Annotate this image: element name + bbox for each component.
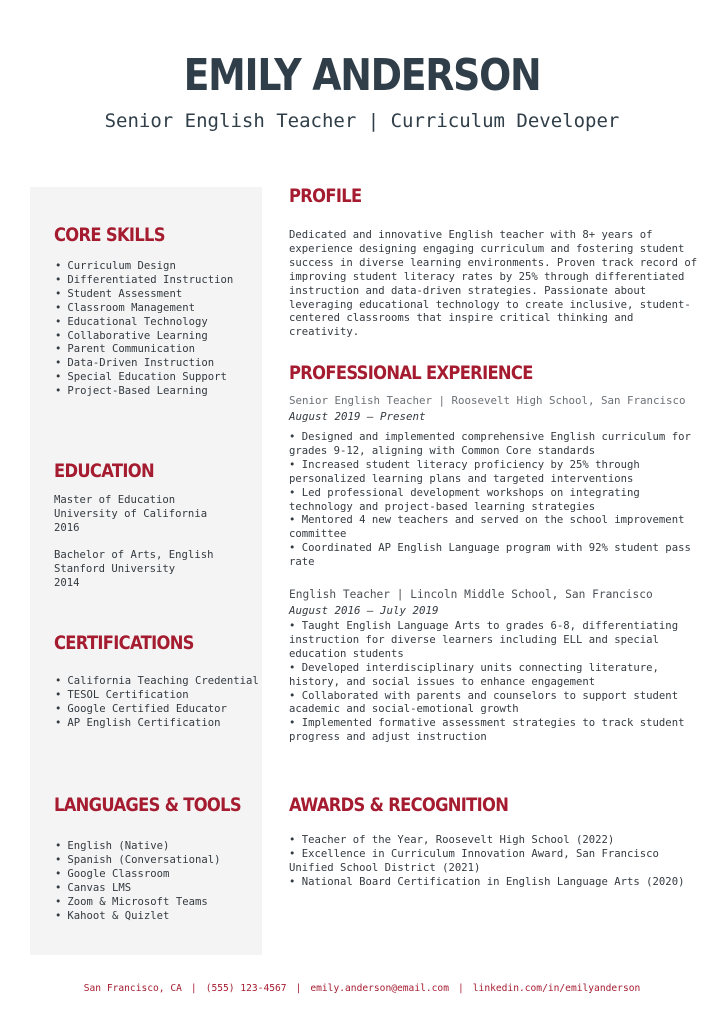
candidate-subtitle: Senior English Teacher | Curriculum Developer: [104, 110, 620, 132]
list-item: • Classroom Management: [54, 302, 233, 316]
list-item: • Educational Technology: [54, 316, 233, 330]
list-item: • Implemented formative assessment strategies to track student progress and adjust instruction: [289, 717, 701, 745]
education-entry: [54, 494, 207, 536]
education-degree: Bachelor of Arts, English: [54, 549, 214, 561]
footer-linkedin-link[interactable]: linkedin.com/in/emilyanderson: [472, 983, 641, 994]
list-item: • Increased student literacy proficiency by 25% through personalized learning plans and targeted interventions: [289, 459, 701, 487]
education-year: 2014: [54, 576, 80, 589]
contact-footer: [0, 982, 724, 996]
list-item: • Google Certified Educator: [54, 703, 259, 717]
list-item: • Led professional development workshops on integrating technology and project-based learning strategies: [289, 487, 701, 515]
footer-email-link[interactable]: emily.anderson@email.com: [310, 983, 449, 994]
list-item: • Developed interdisciplinary units connecting literature, history, and social issues to enhance engagement: [289, 662, 701, 690]
education-school: University of California: [54, 507, 208, 520]
job-bullets: [289, 431, 701, 570]
list-item: • Excellence in Curriculum Innovation Award, San Francisco Unified School District (2021): [289, 848, 701, 876]
languages-heading: LANGUAGES & TOOLS: [54, 794, 241, 816]
job-dates: August 2019 – Present: [289, 410, 426, 423]
experience-heading: PROFESSIONAL EXPERIENCE: [289, 362, 533, 384]
list-item: • TESOL Certification: [54, 689, 259, 703]
list-item: • Coordinated AP English Language program with 92% student pass rate: [289, 542, 701, 570]
list-item: • Collaborative Learning: [54, 330, 233, 344]
list-item: • AP English Certification: [54, 717, 259, 731]
list-item: • Canvas LMS: [54, 882, 220, 896]
languages-list: [54, 840, 220, 923]
footer-separator: |: [295, 983, 302, 994]
profile-heading: PROFILE: [289, 185, 362, 207]
list-item: • National Board Certification in English Language Arts (2020): [289, 876, 701, 890]
list-item: • Zoom & Microsoft Teams: [54, 896, 220, 910]
education-year: 2016: [54, 521, 80, 534]
job-dates: August 2016 – July 2019: [289, 604, 439, 617]
certifications-heading: CERTIFICATIONS: [54, 632, 194, 654]
footer-separator: |: [190, 983, 197, 994]
candidate-name: EMILY ANDERSON: [183, 50, 541, 101]
list-item: • Collaborated with parents and counselors to support student academic and social-emotional growth: [289, 690, 701, 718]
list-item: • Data-Driven Instruction: [54, 357, 233, 371]
list-item: • English (Native): [54, 840, 220, 854]
job-bullets: [289, 620, 701, 745]
list-item: • Curriculum Design: [54, 260, 233, 274]
list-item: • Mentored 4 new teachers and served on the school improvement committee: [289, 514, 701, 542]
certifications-list: [54, 675, 259, 731]
job-title: Senior English Teacher | Roosevelt High School, San Francisco: [289, 394, 686, 407]
list-item: • Kahoot & Quizlet: [54, 910, 220, 924]
list-item: • Spanish (Conversational): [54, 854, 220, 868]
profile-text: Dedicated and innovative English teacher with 8+ years of experience designing engaging curriculum and fostering student success in diverse learning environments. Proven track record of improving student literacy rates by 25% through differentiated instruction and data-driven strategies. Passionate about leveraging educational technology to create inclusive, student-centered classrooms that inspire critical thinking and creativity.: [289, 229, 698, 339]
education-entry: [54, 549, 213, 591]
list-item: • Parent Communication: [54, 343, 233, 357]
list-item: • Special Education Support: [54, 371, 233, 385]
list-item: • Teacher of the Year, Roosevelt High School (2022): [289, 834, 701, 848]
footer-phone[interactable]: (555) 123-4567: [205, 983, 287, 994]
skills-heading: CORE SKILLS: [54, 224, 165, 246]
footer-location: San Francisco, CA: [83, 983, 182, 994]
education-degree: Master of Education: [54, 494, 176, 506]
list-item: • California Teaching Credential: [54, 675, 259, 689]
list-item: • Student Assessment: [54, 288, 233, 302]
footer-separator: |: [457, 983, 464, 994]
list-item: • Differentiated Instruction: [54, 274, 233, 288]
job-title: English Teacher | Lincoln Middle School, San Francisco: [289, 588, 653, 601]
awards-heading: AWARDS & RECOGNITION: [289, 794, 509, 816]
list-item: • Taught English Language Arts to grades 6-8, differentiating instruction for diverse learners including ELL and special education students: [289, 620, 701, 662]
list-item: • Designed and implemented comprehensive English curriculum for grades 9-12, aligning with Common Core standards: [289, 431, 701, 459]
education-heading: EDUCATION: [54, 460, 154, 482]
list-item: • Google Classroom: [54, 868, 220, 882]
awards-list: [289, 834, 701, 890]
education-school: Stanford University: [54, 562, 176, 575]
skills-list: [54, 260, 233, 399]
list-item: • Project-Based Learning: [54, 385, 233, 399]
